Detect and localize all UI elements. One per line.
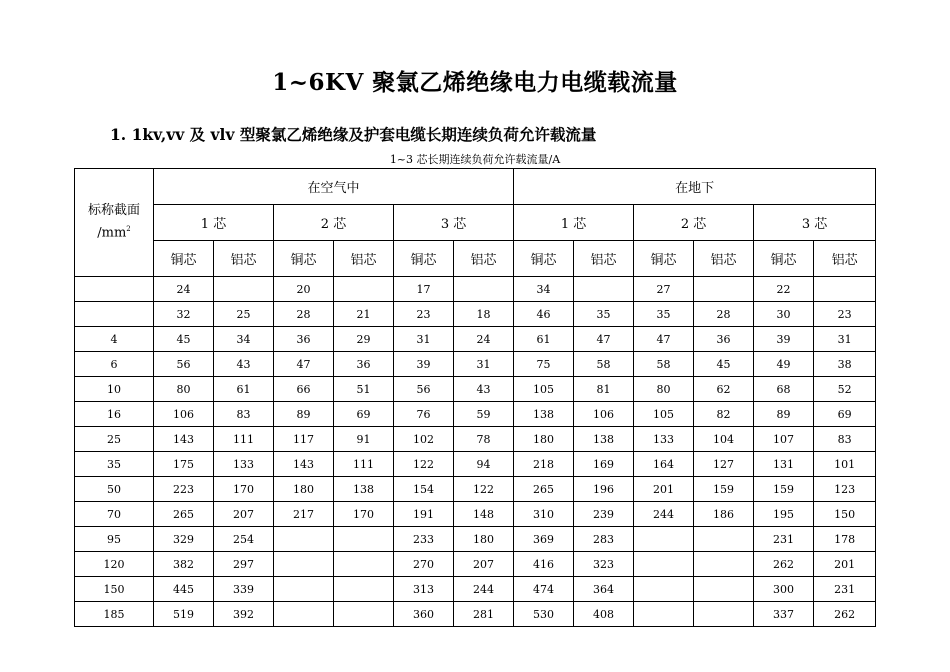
ampacity-cell: 91 [334, 427, 394, 452]
ampacity-cell: 61 [514, 327, 574, 352]
ampacity-cell: 138 [574, 427, 634, 452]
section-heading: 1. 1kv,vv 及 vlv 型聚氯乙烯绝缘及护套电缆长期连续负荷允许载流量 [110, 125, 597, 144]
ampacity-cell [214, 277, 274, 302]
ampacity-cell: 39 [394, 352, 454, 377]
ampacity-cell: 46 [514, 302, 574, 327]
ampacity-cell: 244 [634, 502, 694, 527]
ampacity-cell: 233 [394, 527, 454, 552]
ampacity-cell: 23 [814, 302, 876, 327]
core-count-header: 2 芯 [634, 205, 754, 241]
ampacity-cell [694, 527, 754, 552]
conductor-material-header: 铝芯 [814, 241, 876, 277]
ampacity-cell: 45 [154, 327, 214, 352]
conductor-material-header: 铝芯 [334, 241, 394, 277]
ampacity-cell: 25 [214, 302, 274, 327]
ampacity-cell: 59 [454, 402, 514, 427]
ampacity-cell: 201 [634, 477, 694, 502]
ampacity-cell: 283 [574, 527, 634, 552]
ampacity-cell: 170 [334, 502, 394, 527]
table-row [75, 302, 876, 327]
ampacity-cell: 159 [694, 477, 754, 502]
ampacity-cell: 138 [514, 402, 574, 427]
ampacity-cell: 262 [814, 602, 876, 627]
ampacity-cell: 101 [814, 452, 876, 477]
ampacity-cell: 80 [154, 377, 214, 402]
ampacity-cell: 364 [574, 577, 634, 602]
ampacity-cell: 83 [214, 402, 274, 427]
ampacity-cell [574, 277, 634, 302]
ampacity-cell: 231 [814, 577, 876, 602]
ampacity-cell: 339 [214, 577, 274, 602]
ampacity-cell: 254 [214, 527, 274, 552]
nominal-section-cell: 4 [75, 327, 154, 352]
ampacity-cell: 244 [454, 577, 514, 602]
ampacity-cell: 122 [454, 477, 514, 502]
ampacity-cell [694, 577, 754, 602]
ampacity-cell: 313 [394, 577, 454, 602]
ampacity-cell: 191 [394, 502, 454, 527]
ampacity-cell: 223 [154, 477, 214, 502]
ampacity-cell: 35 [574, 302, 634, 327]
ampacity-cell [454, 277, 514, 302]
ampacity-cell: 360 [394, 602, 454, 627]
ampacity-cell: 82 [694, 402, 754, 427]
table-row [75, 552, 876, 577]
ampacity-cell: 34 [214, 327, 274, 352]
ampacity-cell [334, 602, 394, 627]
ampacity-cell [274, 552, 334, 577]
ampacity-cell: 159 [754, 477, 814, 502]
table-row [75, 352, 876, 377]
ampacity-cell: 51 [334, 377, 394, 402]
ampacity-cell: 56 [394, 377, 454, 402]
ampacity-cell: 47 [634, 327, 694, 352]
ampacity-cell: 104 [694, 427, 754, 452]
conductor-material-header: 铝芯 [454, 241, 514, 277]
ampacity-cell [634, 527, 694, 552]
ampacity-cell [274, 527, 334, 552]
ampacity-cell: 32 [154, 302, 214, 327]
nominal-section-cell: 120 [75, 552, 154, 577]
ampacity-cell: 117 [274, 427, 334, 452]
ampacity-cell: 195 [754, 502, 814, 527]
ampacity-cell: 310 [514, 502, 574, 527]
table-row [75, 377, 876, 402]
ampacity-cell: 75 [514, 352, 574, 377]
ampacity-cell: 265 [154, 502, 214, 527]
ampacity-cell: 52 [814, 377, 876, 402]
ampacity-cell: 337 [754, 602, 814, 627]
ampacity-cell: 80 [634, 377, 694, 402]
nominal-section-cell: 95 [75, 527, 154, 552]
table-caption: 1~3 芯长期连续负荷允许载流量/A [389, 153, 561, 166]
group-header-underground: 在地下 [514, 169, 876, 205]
nominal-section-cell: 150 [75, 577, 154, 602]
ampacity-cell: 36 [274, 327, 334, 352]
core-count-header: 2 芯 [274, 205, 394, 241]
ampacity-cell: 408 [574, 602, 634, 627]
nominal-section-cell: 185 [75, 602, 154, 627]
conductor-material-header: 铜芯 [754, 241, 814, 277]
ampacity-cell: 35 [634, 302, 694, 327]
nominal-section-cell: 10 [75, 377, 154, 402]
ampacity-cell [694, 602, 754, 627]
ampacity-cell: 392 [214, 602, 274, 627]
ampacity-cell: 43 [454, 377, 514, 402]
ampacity-cell: 262 [754, 552, 814, 577]
core-count-header: 3 芯 [754, 205, 876, 241]
ampacity-cell: 62 [694, 377, 754, 402]
ampacity-cell: 133 [634, 427, 694, 452]
ampacity-cell: 28 [694, 302, 754, 327]
ampacity-cell: 31 [814, 327, 876, 352]
ampacity-cell: 127 [694, 452, 754, 477]
ampacity-cell [334, 527, 394, 552]
ampacity-cell: 329 [154, 527, 214, 552]
ampacity-cell: 76 [394, 402, 454, 427]
ampacity-cell: 131 [754, 452, 814, 477]
ampacity-cell: 58 [574, 352, 634, 377]
ampacity-cell: 18 [454, 302, 514, 327]
ampacity-cell: 218 [514, 452, 574, 477]
ampacity-cell [634, 552, 694, 577]
ampacity-cell: 27 [634, 277, 694, 302]
table-row [75, 327, 876, 352]
ampacity-cell: 21 [334, 302, 394, 327]
nominal-section-cell: 6 [75, 352, 154, 377]
row-header-nominal-section [75, 169, 154, 277]
ampacity-cell [694, 552, 754, 577]
ampacity-cell: 530 [514, 602, 574, 627]
nominal-section-cell: 25 [75, 427, 154, 452]
ampacity-cell: 297 [214, 552, 274, 577]
ampacity-cell [274, 602, 334, 627]
ampacity-cell: 102 [394, 427, 454, 452]
table-row [75, 452, 876, 477]
ampacity-cell: 519 [154, 602, 214, 627]
ampacity-cell: 186 [694, 502, 754, 527]
ampacity-cell: 111 [334, 452, 394, 477]
ampacity-cell: 69 [814, 402, 876, 427]
ampacity-cell: 31 [454, 352, 514, 377]
ampacity-cell: 180 [514, 427, 574, 452]
ampacity-cell: 178 [814, 527, 876, 552]
ampacity-cell: 38 [814, 352, 876, 377]
ampacity-cell: 123 [814, 477, 876, 502]
ampacity-cell: 154 [394, 477, 454, 502]
ampacity-cell [634, 577, 694, 602]
ampacity-cell: 201 [814, 552, 876, 577]
ampacity-cell: 445 [154, 577, 214, 602]
ampacity-cell: 207 [214, 502, 274, 527]
core-count-header: 1 芯 [154, 205, 274, 241]
ampacity-cell: 49 [754, 352, 814, 377]
table-row [75, 402, 876, 427]
ampacity-cell: 164 [634, 452, 694, 477]
conductor-material-header: 铜芯 [634, 241, 694, 277]
nominal-section-cell: 16 [75, 402, 154, 427]
conductor-material-header: 铜芯 [514, 241, 574, 277]
row-header-unit: /mm [97, 225, 127, 241]
ampacity-cell: 300 [754, 577, 814, 602]
ampacity-cell: 138 [334, 477, 394, 502]
table-row [75, 277, 876, 302]
ampacity-cell: 175 [154, 452, 214, 477]
row-header-unit-sup: 2 [126, 225, 131, 234]
ampacity-cell: 133 [214, 452, 274, 477]
ampacity-cell [634, 602, 694, 627]
ampacity-cell: 83 [814, 427, 876, 452]
ampacity-cell: 89 [274, 402, 334, 427]
ampacity-cell: 106 [154, 402, 214, 427]
ampacity-cell: 17 [394, 277, 454, 302]
nominal-section-cell: 70 [75, 502, 154, 527]
ampacity-cell: 20 [274, 277, 334, 302]
document-title: 1~6KV 聚氯乙烯绝缘电力电缆载流量 [272, 69, 678, 96]
table-row [75, 527, 876, 552]
ampacity-cell: 180 [274, 477, 334, 502]
ampacity-cell: 31 [394, 327, 454, 352]
nominal-section-cell [75, 277, 154, 302]
ampacity-cell: 94 [454, 452, 514, 477]
ampacity-cell: 217 [274, 502, 334, 527]
ampacity-cell: 148 [454, 502, 514, 527]
ampacity-cell [334, 552, 394, 577]
ampacity-cell: 47 [574, 327, 634, 352]
ampacity-cell: 180 [454, 527, 514, 552]
ampacity-cell [334, 277, 394, 302]
table-row [75, 502, 876, 527]
ampacity-cell: 105 [634, 402, 694, 427]
ampacity-cell: 81 [574, 377, 634, 402]
ampacity-cell: 382 [154, 552, 214, 577]
ampacity-cell [334, 577, 394, 602]
ampacity-cell: 29 [334, 327, 394, 352]
ampacity-cell: 239 [574, 502, 634, 527]
group-header-in-air: 在空气中 [154, 169, 514, 205]
ampacity-cell: 169 [574, 452, 634, 477]
ampacity-cell: 22 [754, 277, 814, 302]
ampacity-cell: 270 [394, 552, 454, 577]
ampacity-cell: 105 [514, 377, 574, 402]
ampacity-cell: 23 [394, 302, 454, 327]
ampacity-cell [274, 577, 334, 602]
ampacity-cell: 58 [634, 352, 694, 377]
ampacity-cell: 47 [274, 352, 334, 377]
ampacity-cell: 122 [394, 452, 454, 477]
conductor-material-header: 铝芯 [214, 241, 274, 277]
ampacity-cell: 369 [514, 527, 574, 552]
conductor-material-header: 铜芯 [394, 241, 454, 277]
table-row [75, 427, 876, 452]
ampacity-cell: 68 [754, 377, 814, 402]
ampacity-cell: 69 [334, 402, 394, 427]
ampacity-cell: 281 [454, 602, 514, 627]
ampacity-cell: 323 [574, 552, 634, 577]
ampacity-cell: 66 [274, 377, 334, 402]
ampacity-cell: 78 [454, 427, 514, 452]
ampacity-cell: 24 [154, 277, 214, 302]
ampacity-table [74, 168, 876, 627]
table-row [75, 577, 876, 602]
ampacity-cell: 143 [274, 452, 334, 477]
ampacity-cell: 28 [274, 302, 334, 327]
ampacity-cell: 36 [694, 327, 754, 352]
ampacity-cell: 24 [454, 327, 514, 352]
ampacity-cell [694, 277, 754, 302]
row-header-label: 标称截面 [87, 203, 140, 219]
ampacity-cell: 89 [754, 402, 814, 427]
ampacity-cell: 207 [454, 552, 514, 577]
ampacity-cell: 39 [754, 327, 814, 352]
table-row [75, 602, 876, 627]
conductor-material-header: 铝芯 [574, 241, 634, 277]
ampacity-cell: 107 [754, 427, 814, 452]
ampacity-cell: 265 [514, 477, 574, 502]
ampacity-cell: 231 [754, 527, 814, 552]
ampacity-cell: 111 [214, 427, 274, 452]
ampacity-cell: 106 [574, 402, 634, 427]
ampacity-cell: 196 [574, 477, 634, 502]
ampacity-cell: 36 [334, 352, 394, 377]
ampacity-cell: 416 [514, 552, 574, 577]
ampacity-cell: 474 [514, 577, 574, 602]
ampacity-cell: 56 [154, 352, 214, 377]
ampacity-cell: 43 [214, 352, 274, 377]
nominal-section-cell: 50 [75, 477, 154, 502]
conductor-material-header: 铜芯 [154, 241, 214, 277]
table-row [75, 477, 876, 502]
ampacity-cell [814, 277, 876, 302]
ampacity-cell: 150 [814, 502, 876, 527]
core-count-header: 1 芯 [514, 205, 634, 241]
ampacity-cell: 61 [214, 377, 274, 402]
ampacity-cell: 170 [214, 477, 274, 502]
ampacity-cell: 45 [694, 352, 754, 377]
core-count-header: 3 芯 [394, 205, 514, 241]
conductor-material-header: 铜芯 [274, 241, 334, 277]
ampacity-cell: 34 [514, 277, 574, 302]
conductor-material-header: 铝芯 [694, 241, 754, 277]
nominal-section-cell [75, 302, 154, 327]
ampacity-cell: 143 [154, 427, 214, 452]
nominal-section-cell: 35 [75, 452, 154, 477]
ampacity-cell: 30 [754, 302, 814, 327]
